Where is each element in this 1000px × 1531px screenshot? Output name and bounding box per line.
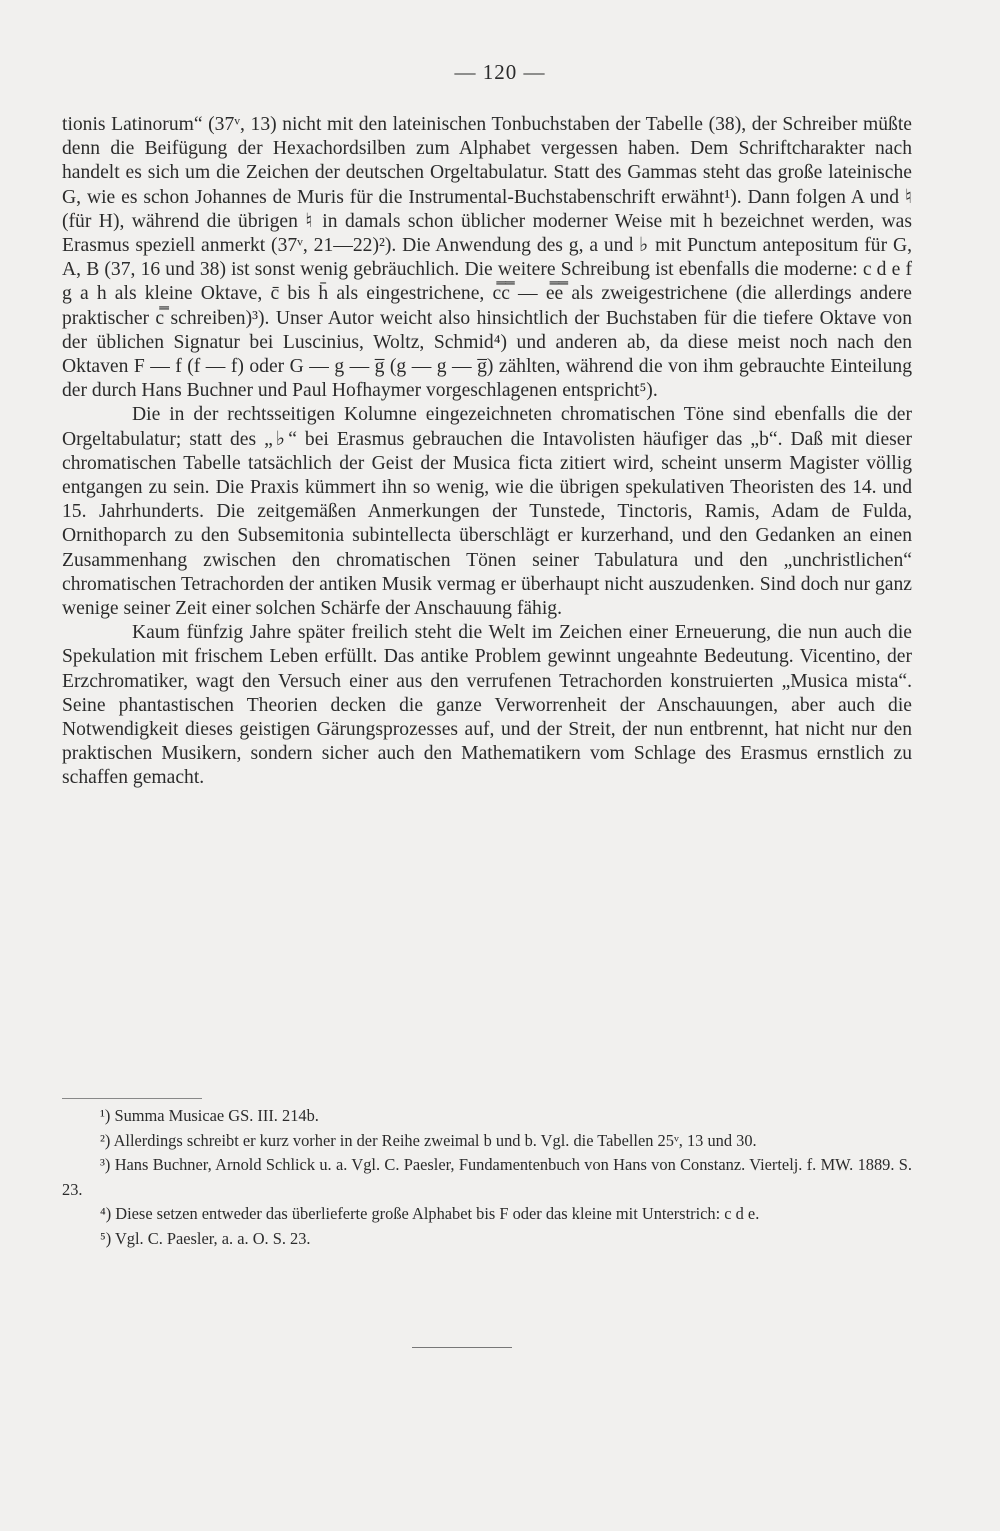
- paragraph-3: Kaum fünfzig Jahre später freilich steht die Welt im Zeichen einer Erneuerung, die nun auch die Spekulation mit frischem Leben erfüllt. Das antike Problem gewinnt ungeahnte Bedeutung. Vicentino, der Erzchromatiker, wagt den Versuch einer aus den verrufenen Tetrachorden konstruierten „Musica mista“. Seine phantastischen Theorien decken die ganze Verworrenheit der Anschauungen, aber auch die Notwendigkeit dieses geistigen Gärungsprozesses auf, und der Streit, der nun entbrennt, hat nicht nur den praktischen Musikern, sondern sicher auch den Mathematikern vom Schlage des Erasmus ernstlich zu schaffen gemacht.: [62, 622, 912, 789]
- body-text: [62, 113, 912, 791]
- paragraph-2: Die in der rechtsseitigen Kolumne eingezeichneten chromatischen Töne sind ebenfalls die der Orgeltabulatur; statt des „♭“ bei Erasmus gebrauchen die Intavolisten häufiger das „b“. Daß mit dieser chromatischen Tabelle tatsächlich der Geist der Musica ficta zitiert wird, scheint unserm Magister völlig entgangen zu sein. Die Praxis kümmert ihn so wenig, wie die übrigen spekulativen Theoristen des 14. und 15. Jahrhunderts. Die zeitgemäßen Anmerkungen der Tunstede, Tinctoris, Ramis, Adam de Fulda, Ornithoparch zu den Subsemitonia subintellecta überschlägt er kurzerhand, und den Gedanken an einen Zusammenhang zwischen den chromatischen Tönen seiner Tabulatura und den „unchristlichen“ chromatischen Tetrachorden der antiken Musik vermag er überhaupt nicht auszudenken. Sind doch nur ganz wenige seiner Zeit einer solchen Schärfe der Anschauung fähig.: [62, 404, 912, 620]
- page-number: — 120 —: [454, 60, 546, 84]
- footnote-separator: [62, 1098, 202, 1099]
- footnote-2: ²) Allerdings schreibt er kurz vorher in der Reihe zweimal b und b. Vgl. die Tabellen 25ᵛ, 13 und 30.: [100, 1130, 757, 1150]
- footnote-1: ¹) Summa Musicae GS. III. 214b.: [100, 1106, 319, 1125]
- footnotes: [62, 1104, 912, 1252]
- footnote-3: ³) Hans Buchner, Arnold Schlick u. a. Vgl. C. Paesler, Fundamentenbuch von Hans von Constanz. Viertelj. f. MW. 1889. S. 23.: [62, 1155, 912, 1199]
- end-rule: [412, 1347, 512, 1348]
- footnote-4: ⁴) Diese setzen entweder das überlieferte große Alphabet bis F oder das kleine mit Unterstrich: c d e.: [100, 1204, 760, 1224]
- paragraph-1: tionis Latinorum“ (37ᵛ, 13) nicht mit den lateinischen Tonbuchstaben der Tabelle (38), der Schreiber müßte denn die Beifügung der Hexachordsilben zum Alphabet vergessen haben. Dem Schriftcharakter nach handelt es sich um die Zeichen der deutschen Orgeltabulatur. Statt des Gammas steht das große lateinische G, wie es schon Johannes de Muris für die Instrumental-Buchstabenschrift erwähnt¹). Dann folgen A und ♮ (für H), während die übrigen ♮ in damals schon üblicher moderner Weise mit h bezeichnet werden, was Erasmus speziell anmerkt (37ᵛ, 21—22)²). Die Anwendung des g, a und ♭ mit Punctum antepositum für G, A, B (37, 16 und 38) ist sonst wenig gebräuchlich. Die weitere Schreibung ist ebenfalls die moderne: c d e f g a h als kleine Oktave, c̄ bis h̄ als eingestrichene, c̿c̿ — e̿e̿ als zweigestrichene (die allerdings andere praktischer c̿ schreiben)³). Unser Autor weicht also hinsichtlich der Buchstaben für die tiefere Oktave von der üblichen Signatur bei Luscinius, Woltz, Schmid⁴) und anderen ab, da diese meist noch nach den Oktaven F — f (f — f) oder G — g — g̅ (g — g — g̅) zählten, während die von ihm gebrauchte Einteilung der durch Hans Buchner und Paul Hofhaymer vorgeschlagenen entspricht⁵).: [62, 114, 912, 402]
- footnote-5: ⁵) Vgl. C. Paesler, a. a. O. S. 23.: [100, 1228, 311, 1248]
